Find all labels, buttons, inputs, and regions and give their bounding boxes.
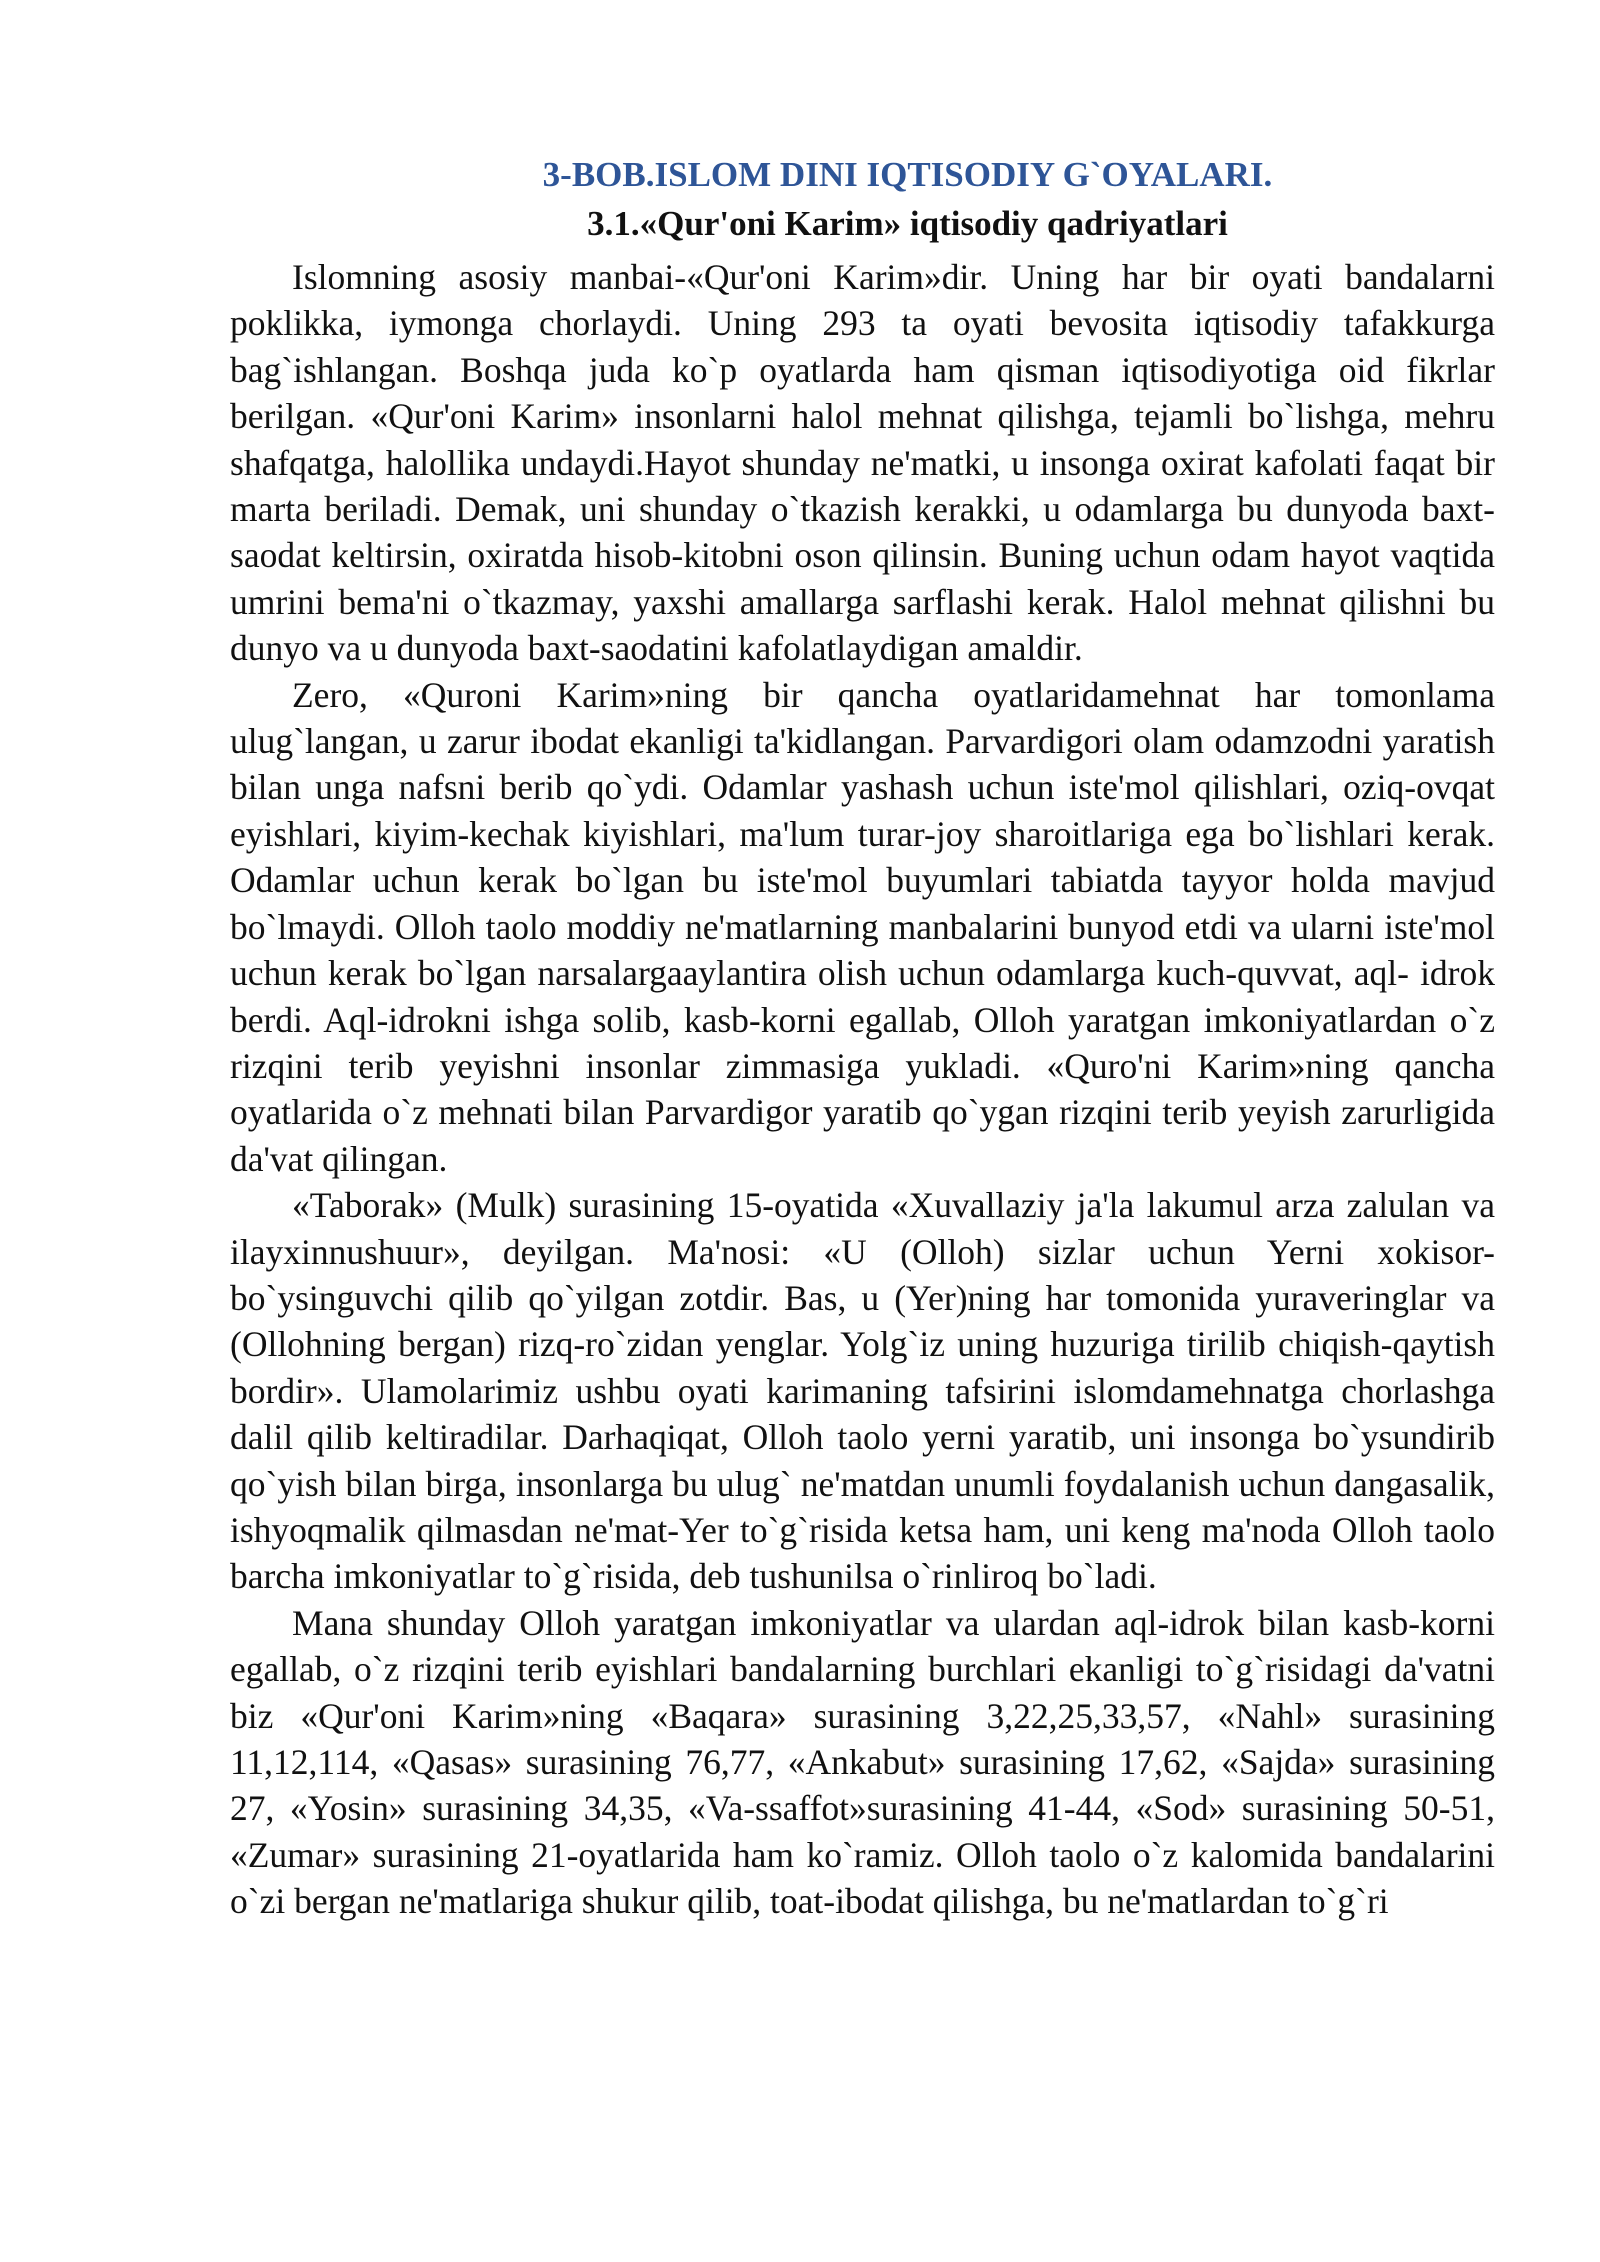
section-title: 3.1.«Qur'oni Karim» iqtisodiy qadriyatlari [587, 204, 1228, 243]
chapter-title: 3-BOB.ISLOM DINI IQTISODIY G`OYALARI. [542, 155, 1273, 194]
document-page [230, 150, 1495, 1925]
paragraph-1: Islomning asosiy manbai-«Qur'oni Karim»dir. Uning har bir oyati bandalarni poklikka, iymonga chorlaydi. Uning 293 ta oyati bevosita iqtisodiy tafakkurga bag`ishlangan. Boshqa juda ko`p oyatlarda ham qisman iqtisodiyotiga oid fikrlar berilgan. «Qur'oni Karim» insonlarni halol mehnat qilishga, tejamli bo`lishga, mehru shafqatga, halollika undaydi.Hayot shunday ne'matki, u insonga oxirat kafolati faqat bir marta beriladi. Demak, uni shunday o`tkazish kerakki, u odamlarga bu dunyoda baxt-saodat keltirsin, oxiratda hisob-kitobni oson qilinsin. Buning uchun odam hayot vaqtida umrini bema'ni o`tkazmay, yaxshi amallarga sarflashi kerak. Halol mehnat qilishni bu dunyo va u dunyoda baxt-saodatini kafolatlaydigan amaldir. [230, 257, 1495, 669]
paragraph-4: Mana shunday Olloh yaratgan imkoniyatlar va ulardan aql-idrok bilan kasb-korni egallab, o`z rizqini terib eyishlari bandalarning burchlari ekanligi to`g`risidagi da'vatni biz «Qur'oni Karim»ning «Baqara» surasining 3,22,25,33,57, «Nahl» surasining 11,12,114, «Qasas» surasining 76,77, «Ankabut» surasining 17,62, «Sajda» surasining 27, «Yosin» surasining 34,35, «Va-ssaffot»surasining 41-44, «Sod» surasining 50-51, «Zumar» surasining 21-oyatlarida ham ko`ramiz. Olloh taolo o`z kalomida bandalarini o`zi bergan ne'matlariga shukur qilib, toat-ibodat qilishga, bu ne'matlardan to`g`ri [230, 1602, 1495, 1922]
paragraph-2: Zero, «Quroni Karim»ning bir qancha oyatlaridamehnat har tomonlama ulug`langan, u zarur ibodat ekanligi ta'kidlangan. Parvardigori olam odamzodni yaratish bilan unga nafsni berib qo`ydi. Odamlar yashash uchun iste'mol qilishlari, oziq-ovqat eyishlari, kiyim-kechak kiyishlari, ma'lum turar-joy sharoitlariga ega bo`lishlari kerak. Odamlar uchun kerak bo`lgan bu iste'mol buyumlari tabiatda tayyor holda mavjud bo`lmaydi. Olloh taolo moddiy ne'matlarning manbalarini bunyod etdi va ularni iste'mol uchun kerak bo`lgan narsalargaaylantira olish uchun odamlarga kuch-quvvat, aql- idrok berdi. Aql-idrokni ishga solib, kasb-korni egallab, Olloh yaratgan imkoniyatlardan o`z rizqini terib yeyishni insonlar zimmasiga yukladi. «Quro'ni Karim»ning qancha oyatlarida o`z mehnati bilan Parvardigor yaratib qo`ygan rizqini terib yeyish zarurligida da'vat qilingan. [230, 674, 1495, 1179]
paragraph-3: «Taborak» (Mulk) surasining 15-oyatida «Xuvallaziy ja'la lakumul arza zalulan va ilayxinnushuur», deyilgan. Ma'nosi: «U (Olloh) sizlar uchun Yerni xokisor-bo`ysinguvchi qilib qo`yilgan zotdir. Bas, u (Yer)ning har tomonida yuraveringlar va (Ollohning bergan) rizq-ro`zidan yenglar. Yolg`iz uning huzuriga tirilib chiqish-qaytish bordir». Ulamolarimiz ushbu oyati karimaning tafsirini islomdamehnatga chorlashga dalil qilib keltiradilar. Darhaqiqat, Olloh taolo yerni yaratib, uni insonga bo`ysundirib qo`yish bilan birga, insonlarga bu ulug` ne'matdan unumli foydalanish uchun dangasalik, ishyoqmalik qilmasdan ne'mat-Yer to`g`risida ketsa ham, uni keng ma'noda Olloh taolo barcha imkoniyatlar to`g`risida, deb tushunilsa o`rinliroq bo`ladi. [230, 1185, 1495, 1597]
